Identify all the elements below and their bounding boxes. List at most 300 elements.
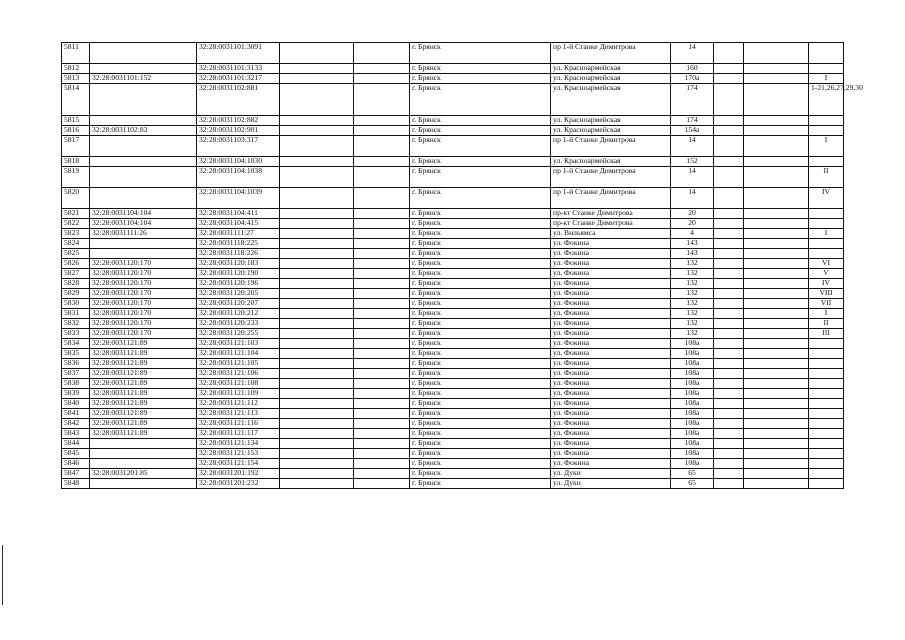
cell-cadastral-number: 32:28:0031104:411 xyxy=(197,209,280,219)
cell-street: ул. Фокина xyxy=(551,459,671,469)
cell-empty-c xyxy=(714,209,744,219)
cell-street: ул. Красноармейская xyxy=(551,126,671,136)
cell-empty-c xyxy=(714,389,744,399)
cell-empty-d xyxy=(744,329,809,339)
cell-empty-b xyxy=(354,429,410,439)
cell-house: 152 xyxy=(671,157,714,167)
cell-house: 108а xyxy=(671,399,714,409)
table-row xyxy=(62,167,844,188)
cell-number: 5844 xyxy=(62,439,90,449)
cell-empty-c xyxy=(714,299,744,309)
cell-empty-d xyxy=(744,239,809,249)
table-row xyxy=(62,116,844,126)
cell-house: 108а xyxy=(671,419,714,429)
cell-number: 5848 xyxy=(62,479,90,489)
cell-empty-d xyxy=(744,389,809,399)
cell-city: г. Брянск xyxy=(410,359,551,369)
cell-empty-b xyxy=(354,319,410,329)
cell-house: 4 xyxy=(671,229,714,239)
cell-empty-a xyxy=(280,429,354,439)
cell-house: 108а xyxy=(671,439,714,449)
cell-cadastral-number: 32:28:0031120:233 xyxy=(197,319,280,329)
cell-house: 132 xyxy=(671,299,714,309)
cell-room xyxy=(809,249,844,259)
cell-empty-d xyxy=(744,249,809,259)
cell-street: ул. Фокина xyxy=(551,319,671,329)
cell-empty-b xyxy=(354,289,410,299)
cell-empty-d xyxy=(744,167,809,188)
cell-street: пр 1-й Станке Димитрова xyxy=(551,136,671,157)
cell-empty-c xyxy=(714,229,744,239)
cell-empty-c xyxy=(714,309,744,319)
cell-empty-a xyxy=(280,84,354,116)
cell-street: ул. Фокина xyxy=(551,339,671,349)
cell-street: пр 1-й Станке Димитрова xyxy=(551,167,671,188)
cell-empty-a xyxy=(280,469,354,479)
cell-empty-c xyxy=(714,439,744,449)
cell-parent-cadastral xyxy=(90,43,197,64)
cell-number: 5814 xyxy=(62,84,90,116)
cell-cadastral-number: 32:28:0031121:104 xyxy=(197,349,280,359)
cell-city: г. Брянск xyxy=(410,349,551,359)
cell-house: 132 xyxy=(671,309,714,319)
cell-number: 5812 xyxy=(62,64,90,74)
cell-parent-cadastral: 32:28:0031104:104 xyxy=(90,219,197,229)
cell-empty-d xyxy=(744,409,809,419)
cell-city: г. Брянск xyxy=(410,319,551,329)
table-row xyxy=(62,369,844,379)
cell-parent-cadastral xyxy=(90,64,197,74)
table-row xyxy=(62,74,844,84)
cell-empty-c xyxy=(714,369,744,379)
cell-number: 5832 xyxy=(62,319,90,329)
cell-empty-a xyxy=(280,299,354,309)
cell-street: ул. Красноармейская xyxy=(551,84,671,116)
cell-empty-a xyxy=(280,64,354,74)
cell-empty-b xyxy=(354,269,410,279)
cell-cadastral-number: 32:28:0031121:108 xyxy=(197,379,280,389)
cell-room xyxy=(809,339,844,349)
cell-cadastral-number: 32:28:0031121:113 xyxy=(197,409,280,419)
cell-empty-c xyxy=(714,449,744,459)
cell-number: 5826 xyxy=(62,259,90,269)
cell-city: г. Брянск xyxy=(410,209,551,219)
cell-empty-d xyxy=(744,116,809,126)
cell-city: г. Брянск xyxy=(410,249,551,259)
cell-street: пр 1-й Станке Димитрова xyxy=(551,188,671,209)
cell-cadastral-number: 32:28:0031104:1039 xyxy=(197,188,280,209)
cell-room xyxy=(809,389,844,399)
cell-city: г. Брянск xyxy=(410,469,551,479)
cell-number: 5836 xyxy=(62,359,90,369)
cell-empty-a xyxy=(280,279,354,289)
cell-empty-d xyxy=(744,74,809,84)
cell-empty-d xyxy=(744,309,809,319)
table-row xyxy=(62,349,844,359)
cell-parent-cadastral xyxy=(90,479,197,489)
cell-city: г. Брянск xyxy=(410,409,551,419)
scan-edge-mark xyxy=(2,545,3,605)
cell-number: 5843 xyxy=(62,429,90,439)
cell-room xyxy=(809,369,844,379)
cell-number: 5831 xyxy=(62,309,90,319)
cell-house: 65 xyxy=(671,479,714,489)
cell-room xyxy=(809,459,844,469)
table-row xyxy=(62,84,844,116)
cell-room: IV xyxy=(809,188,844,209)
cell-house: 108а xyxy=(671,379,714,389)
cell-street: ул. Фокина xyxy=(551,329,671,339)
cell-empty-d xyxy=(744,419,809,429)
cell-empty-b xyxy=(354,259,410,269)
cell-city: г. Брянск xyxy=(410,84,551,116)
cell-empty-c xyxy=(714,116,744,126)
cell-city: г. Брянск xyxy=(410,157,551,167)
cell-parent-cadastral: 32:28:0031120:170 xyxy=(90,289,197,299)
cell-room: II xyxy=(809,167,844,188)
cell-cadastral-number: 32:28:0031120:205 xyxy=(197,289,280,299)
cell-empty-d xyxy=(744,157,809,167)
cell-cadastral-number: 32:28:0031118:225 xyxy=(197,239,280,249)
table-row xyxy=(62,136,844,157)
cell-city: г. Брянск xyxy=(410,429,551,439)
cell-empty-c xyxy=(714,188,744,209)
cell-cadastral-number: 32:28:0031104:1038 xyxy=(197,167,280,188)
table-row xyxy=(62,379,844,389)
cell-room xyxy=(809,43,844,64)
cell-parent-cadastral: 32:28:0031121:89 xyxy=(90,419,197,429)
cell-empty-b xyxy=(354,399,410,409)
cell-empty-d xyxy=(744,469,809,479)
cell-parent-cadastral: 32:28:0031121:89 xyxy=(90,389,197,399)
cell-room xyxy=(809,116,844,126)
cell-empty-a xyxy=(280,167,354,188)
cell-empty-c xyxy=(714,479,744,489)
cell-parent-cadastral xyxy=(90,239,197,249)
cell-empty-c xyxy=(714,429,744,439)
cell-empty-a xyxy=(280,399,354,409)
cell-cadastral-number: 32:28:0031120:190 xyxy=(197,269,280,279)
cell-cadastral-number: 32:28:0031111:27 xyxy=(197,229,280,239)
cell-cadastral-number: 32:28:0031103:317 xyxy=(197,136,280,157)
cell-empty-d xyxy=(744,289,809,299)
cell-city: г. Брянск xyxy=(410,379,551,389)
cell-city: г. Брянск xyxy=(410,369,551,379)
cell-empty-b xyxy=(354,349,410,359)
cell-parent-cadastral: 32:28:0031121:89 xyxy=(90,409,197,419)
cell-city: г. Брянск xyxy=(410,299,551,309)
cell-parent-cadastral: 32:28:0031121:89 xyxy=(90,369,197,379)
cell-empty-d xyxy=(744,369,809,379)
cell-parent-cadastral xyxy=(90,459,197,469)
cell-number: 5813 xyxy=(62,74,90,84)
table-row xyxy=(62,399,844,409)
cell-empty-c xyxy=(714,249,744,259)
cell-city: г. Брянск xyxy=(410,167,551,188)
cell-house: 108а xyxy=(671,459,714,469)
cell-empty-d xyxy=(744,279,809,289)
cell-cadastral-number: 32:28:0031101:3133 xyxy=(197,64,280,74)
cell-empty-c xyxy=(714,399,744,409)
cell-empty-b xyxy=(354,126,410,136)
cell-street: ул. Фокина xyxy=(551,359,671,369)
cell-empty-c xyxy=(714,379,744,389)
cell-empty-c xyxy=(714,419,744,429)
cell-parent-cadastral: 32:28:0031120:170 xyxy=(90,319,197,329)
cell-number: 5837 xyxy=(62,369,90,379)
cell-city: г. Брянск xyxy=(410,219,551,229)
cell-street: ул. Фокина xyxy=(551,299,671,309)
cell-empty-c xyxy=(714,157,744,167)
cell-street: ул. Вильямса xyxy=(551,229,671,239)
cell-parent-cadastral xyxy=(90,439,197,449)
cell-house: 143 xyxy=(671,239,714,249)
cell-empty-c xyxy=(714,279,744,289)
cell-empty-b xyxy=(354,469,410,479)
cell-house: 14 xyxy=(671,188,714,209)
cell-empty-b xyxy=(354,449,410,459)
cell-cadastral-number: 32:28:0031118:226 xyxy=(197,249,280,259)
cell-empty-a xyxy=(280,269,354,279)
cell-number: 5823 xyxy=(62,229,90,239)
cell-empty-c xyxy=(714,64,744,74)
cell-cadastral-number: 32:28:0031121:103 xyxy=(197,339,280,349)
cell-empty-a xyxy=(280,359,354,369)
cell-room: I xyxy=(809,309,844,319)
cell-empty-a xyxy=(280,157,354,167)
property-register-table xyxy=(61,42,863,489)
cell-empty-c xyxy=(714,409,744,419)
table-row xyxy=(62,429,844,439)
cell-empty-d xyxy=(744,379,809,389)
cell-empty-c xyxy=(714,469,744,479)
cell-empty-d xyxy=(744,479,809,489)
cell-empty-d xyxy=(744,209,809,219)
cell-house: 143 xyxy=(671,249,714,259)
cell-street: ул. Фокина xyxy=(551,369,671,379)
cell-number: 5822 xyxy=(62,219,90,229)
cell-number: 5830 xyxy=(62,299,90,309)
cell-parent-cadastral: 32:28:0031111:26 xyxy=(90,229,197,239)
cell-empty-b xyxy=(354,439,410,449)
cell-parent-cadastral xyxy=(90,136,197,157)
cell-number: 5839 xyxy=(62,389,90,399)
cell-empty-a xyxy=(280,126,354,136)
table-row xyxy=(62,469,844,479)
cell-empty-d xyxy=(744,429,809,439)
cell-room xyxy=(809,239,844,249)
cell-city: г. Брянск xyxy=(410,329,551,339)
cell-cadastral-number: 32:28:0031121:106 xyxy=(197,369,280,379)
cell-city: г. Брянск xyxy=(410,459,551,469)
cell-cadastral-number: 32:28:0031102:881 xyxy=(197,84,280,116)
cell-city: г. Брянск xyxy=(410,259,551,269)
cell-street: ул. Фокина xyxy=(551,349,671,359)
cell-street: ул. Фокина xyxy=(551,449,671,459)
cell-empty-a xyxy=(280,379,354,389)
cell-empty-d xyxy=(744,359,809,369)
cell-house: 14 xyxy=(671,167,714,188)
cell-number: 5820 xyxy=(62,188,90,209)
cell-room: II xyxy=(809,319,844,329)
cell-parent-cadastral: 32:28:0031121:89 xyxy=(90,399,197,409)
cell-empty-b xyxy=(354,279,410,289)
cell-parent-cadastral: 32:28:0031121:89 xyxy=(90,429,197,439)
cell-empty-a xyxy=(280,249,354,259)
cell-house: 174 xyxy=(671,116,714,126)
cell-empty-b xyxy=(354,419,410,429)
cell-cadastral-number: 32:28:0031101:3217 xyxy=(197,74,280,84)
cell-city: г. Брянск xyxy=(410,136,551,157)
cell-parent-cadastral: 32:28:0031121:89 xyxy=(90,349,197,359)
cell-empty-c xyxy=(714,259,744,269)
cell-empty-d xyxy=(744,43,809,64)
cell-street: пр-кт Станке Димитрова xyxy=(551,219,671,229)
cell-empty-c xyxy=(714,239,744,249)
cell-empty-d xyxy=(744,269,809,279)
cell-empty-d xyxy=(744,299,809,309)
cell-empty-a xyxy=(280,479,354,489)
cell-empty-b xyxy=(354,43,410,64)
cell-house: 132 xyxy=(671,329,714,339)
cell-empty-d xyxy=(744,259,809,269)
cell-parent-cadastral xyxy=(90,449,197,459)
cell-empty-b xyxy=(354,229,410,239)
cell-empty-c xyxy=(714,43,744,64)
cell-empty-a xyxy=(280,329,354,339)
cell-empty-b xyxy=(354,167,410,188)
cell-empty-a xyxy=(280,239,354,249)
cell-empty-d xyxy=(744,219,809,229)
table-row xyxy=(62,239,844,249)
cell-room xyxy=(809,349,844,359)
cell-city: г. Брянск xyxy=(410,289,551,299)
table-row xyxy=(62,43,844,64)
cell-empty-b xyxy=(354,239,410,249)
cell-house: 132 xyxy=(671,279,714,289)
cell-street: ул. Фокина xyxy=(551,429,671,439)
table-row xyxy=(62,209,844,219)
cell-empty-b xyxy=(354,389,410,399)
cell-city: г. Брянск xyxy=(410,74,551,84)
cell-city: г. Брянск xyxy=(410,399,551,409)
cell-number: 5841 xyxy=(62,409,90,419)
table-row xyxy=(62,389,844,399)
cell-city: г. Брянск xyxy=(410,309,551,319)
cell-empty-b xyxy=(354,84,410,116)
cell-empty-b xyxy=(354,459,410,469)
table-row xyxy=(62,449,844,459)
cell-empty-a xyxy=(280,289,354,299)
cell-empty-b xyxy=(354,369,410,379)
table-row xyxy=(62,229,844,239)
cell-parent-cadastral: 32:28:0031120:170 xyxy=(90,259,197,269)
cell-empty-a xyxy=(280,389,354,399)
table-row xyxy=(62,339,844,349)
cell-number: 5811 xyxy=(62,43,90,64)
cell-city: г. Брянск xyxy=(410,269,551,279)
cell-house: 132 xyxy=(671,259,714,269)
cell-house: 108а xyxy=(671,339,714,349)
cell-cadastral-number: 32:28:0031104:415 xyxy=(197,219,280,229)
cell-empty-d xyxy=(744,399,809,409)
table-body xyxy=(62,42,863,489)
cell-empty-a xyxy=(280,309,354,319)
cell-house: 108а xyxy=(671,369,714,379)
cell-room xyxy=(809,379,844,389)
cell-room: V xyxy=(809,269,844,279)
cell-empty-a xyxy=(280,259,354,269)
cell-empty-b xyxy=(354,359,410,369)
cell-room xyxy=(809,469,844,479)
cell-cadastral-number: 32:28:0031120:196 xyxy=(197,279,280,289)
cell-number: 5827 xyxy=(62,269,90,279)
cell-street: ул. Красноармейская xyxy=(551,116,671,126)
table-row xyxy=(62,359,844,369)
cell-street: ул. Фокина xyxy=(551,239,671,249)
cell-cadastral-number: 32:28:0031104:1030 xyxy=(197,157,280,167)
table-row xyxy=(62,188,844,209)
table-row xyxy=(62,259,844,269)
cell-room xyxy=(809,449,844,459)
cell-city: г. Брянск xyxy=(410,419,551,429)
cell-number: 5829 xyxy=(62,289,90,299)
cell-room xyxy=(809,209,844,219)
cell-empty-c xyxy=(714,329,744,339)
cell-empty-a xyxy=(280,209,354,219)
cell-empty-a xyxy=(280,319,354,329)
cell-house: 14 xyxy=(671,136,714,157)
cell-city: г. Брянск xyxy=(410,239,551,249)
cell-city: г. Брянск xyxy=(410,449,551,459)
cell-parent-cadastral: 32:28:0031120:170 xyxy=(90,329,197,339)
cell-parent-cadastral: 32:28:0031101:152 xyxy=(90,74,197,84)
cell-empty-b xyxy=(354,116,410,126)
cell-parent-cadastral xyxy=(90,84,197,116)
cell-room: III xyxy=(809,329,844,339)
cell-parent-cadastral xyxy=(90,116,197,126)
cell-city: г. Брянск xyxy=(410,64,551,74)
cell-street: ул. Фокина xyxy=(551,419,671,429)
cell-room: VIII xyxy=(809,289,844,299)
cell-empty-a xyxy=(280,219,354,229)
table-row xyxy=(62,439,844,449)
cell-number: 5824 xyxy=(62,239,90,249)
cell-parent-cadastral: 32:28:0031201:85 xyxy=(90,469,197,479)
cell-house: 14 xyxy=(671,43,714,64)
cell-street: ул. Красноармейская xyxy=(551,157,671,167)
cell-street: ул. Дуки xyxy=(551,469,671,479)
cell-house: 65 xyxy=(671,469,714,479)
cell-number: 5825 xyxy=(62,249,90,259)
cell-parent-cadastral xyxy=(90,188,197,209)
cell-room: VI xyxy=(809,259,844,269)
cell-number: 5819 xyxy=(62,167,90,188)
cell-empty-c xyxy=(714,319,744,329)
cell-empty-b xyxy=(354,249,410,259)
cell-cadastral-number: 32:28:0031120:183 xyxy=(197,259,280,269)
cell-empty-d xyxy=(744,188,809,209)
cell-empty-b xyxy=(354,479,410,489)
cell-parent-cadastral: 32:28:0031121:89 xyxy=(90,339,197,349)
cell-number: 5842 xyxy=(62,419,90,429)
cell-street: ул. Фокина xyxy=(551,439,671,449)
cell-number: 5815 xyxy=(62,116,90,126)
cell-parent-cadastral xyxy=(90,157,197,167)
cell-room: I xyxy=(809,74,844,84)
cell-number: 5828 xyxy=(62,279,90,289)
cell-parent-cadastral: 32:28:0031120:170 xyxy=(90,279,197,289)
